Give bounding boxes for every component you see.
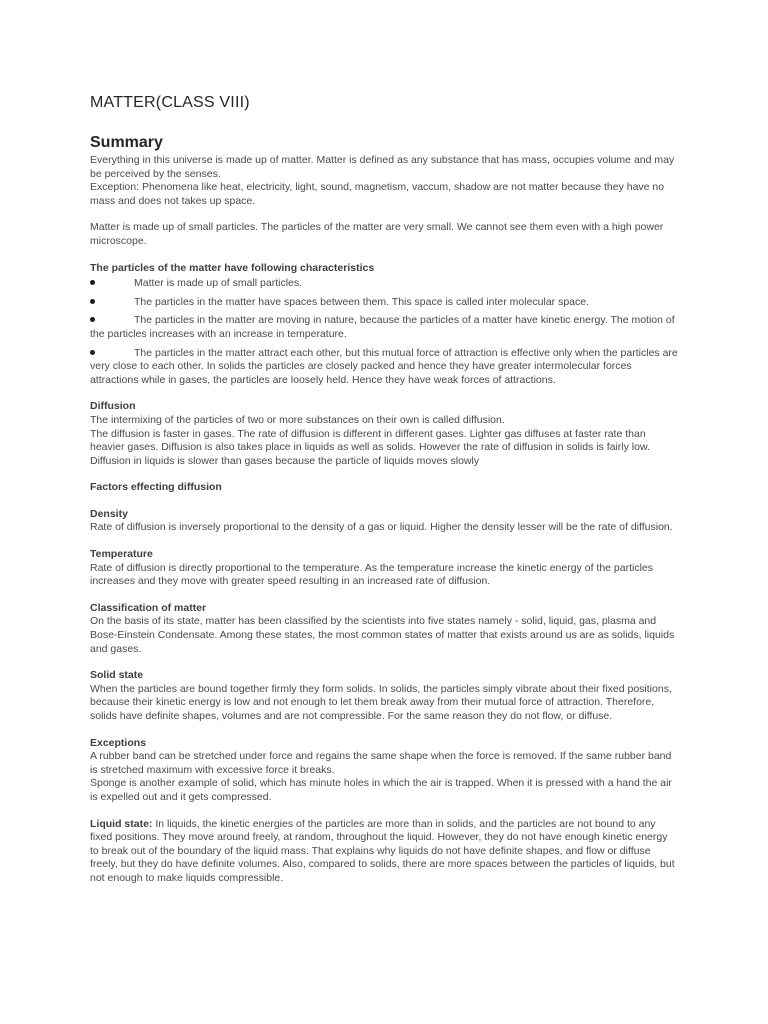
- intro-paragraph: Everything in this universe is made up of matter. Matter is defined as any substance that has mass, occupies volume and may be perceived by the senses.: [90, 154, 675, 180]
- bullet-icon: [90, 299, 95, 304]
- list-item-text: The particles in the matter are moving in nature, because the particles of a matter have kinetic energy. The motion of the particles increases with an increase in temperature.: [90, 314, 675, 340]
- list-item: [90, 296, 678, 310]
- bullet-icon: [90, 280, 95, 285]
- classification-paragraph: On the basis of its state, matter has been classified by the scientists into five states namely - solid, liquid, gas, plasma and Bose-Einstein Condensate. Among these states, the most common states of matter that exists around us are as solids, liquids and gases.: [90, 615, 675, 655]
- particles-paragraph: Matter is made up of small particles. The particles of the matter are very small. We cannot see them even with a high power microscope.: [90, 221, 664, 247]
- classification-heading: Classification of matter: [90, 601, 207, 614]
- bullet-icon: [90, 317, 95, 322]
- density-paragraph: Rate of diffusion is inversely proportional to the density of a gas or liquid. Higher the density lesser will be the rate of diffusion.: [90, 521, 673, 534]
- liquid-state-text: In liquids, the kinetic energies of the particles are more than in solids, and the particles are not bound to any fixed positions. They move around freely, at random, throughout the liquid. However, they do not have enough kinetic energy to break out of the boundary of the liquid mass. That explains why liquids do not have definite shapes, and flow or diffuse freely, but they do have definite volumes. Also, compared to solids, there are more spaces between the particles of liquids, but not enough to make liquids compressible.: [90, 817, 675, 884]
- document-body: [90, 94, 678, 886]
- liquid-state-paragraph: [90, 818, 678, 886]
- solid-state-paragraph: When the particles are bound together firmly they form solids. In solids, the particles simply vibrate about their fixed positions, because their kinetic energy is low and not enough to let them break away from their mutual force of attraction. Therefore, solids have definite shapes, volumes and are not compressible. For the same reason they do not flow, or diffuse.: [90, 682, 672, 722]
- list-item: [90, 277, 678, 291]
- diffusion-paragraph: The diffusion is faster in gases. The rate of diffusion is different in different gases. Lighter gas diffuses at faster rate than heavier gases. Diffusion is also takes place in liquids as well as solids. However the rate of diffusion in solids is fairly low. Diffusion in liquids is slower than gases because the particle of liquids moves slowly: [90, 427, 650, 467]
- temperature-heading: Temperature: [90, 548, 153, 561]
- sponge-paragraph: Sponge is another example of solid, which has minute holes in which the air is trapped. When it is pressed with a hand the air is expelled out and it gets compressed.: [90, 777, 672, 803]
- temperature-paragraph: Rate of diffusion is directly proportional to the temperature. As the temperature increase the kinetic energy of the particles increases and they move with greater speed resulting in an increased rate of diffusion.: [90, 561, 654, 588]
- list-item: [90, 347, 678, 388]
- liquid-state-lead: Liquid state:: [90, 817, 153, 830]
- list-item-text: The particles in the matter have spaces between them. This space is called inter molecular space.: [134, 295, 590, 308]
- list-item: [90, 314, 678, 341]
- exception-paragraph: Exception: Phenomena like heat, electricity, light, sound, magnetism, vaccum, shadow are not matter because they have no mass and does not takes up space.: [90, 181, 665, 207]
- page-title: MATTER(CLASS VIII): [90, 94, 250, 111]
- exceptions-heading: Exceptions: [90, 736, 147, 749]
- summary-heading: Summary: [90, 134, 163, 151]
- characteristics-list: [90, 277, 678, 387]
- diffusion-heading: Diffusion: [90, 400, 136, 413]
- rubber-band-paragraph: A rubber band can be stretched under force and regains the same shape when the force is removed. If the same rubber band is stretched maximum with excessive force it breaks.: [90, 750, 672, 776]
- factors-heading: Factors effecting diffusion: [90, 481, 222, 494]
- list-item-text: Matter is made up of small particles.: [134, 277, 303, 290]
- solid-state-heading: Solid state: [90, 669, 144, 682]
- list-item-text: The particles in the matter attract each other, but this mutual force of attraction is effective only when the particles are very close to each other. In solids the particles are closely packed and hence they have greater intermolecular forces attractions while in gases, the particles are loosely held. Hence they have weak forces of attractions.: [90, 346, 678, 386]
- characteristics-heading: The particles of the matter have following characteristics: [90, 261, 375, 274]
- density-heading: Density: [90, 507, 128, 520]
- diffusion-definition: The intermixing of the particles of two or more substances on their own is called diffusion.: [90, 413, 505, 426]
- bullet-icon: [90, 350, 95, 355]
